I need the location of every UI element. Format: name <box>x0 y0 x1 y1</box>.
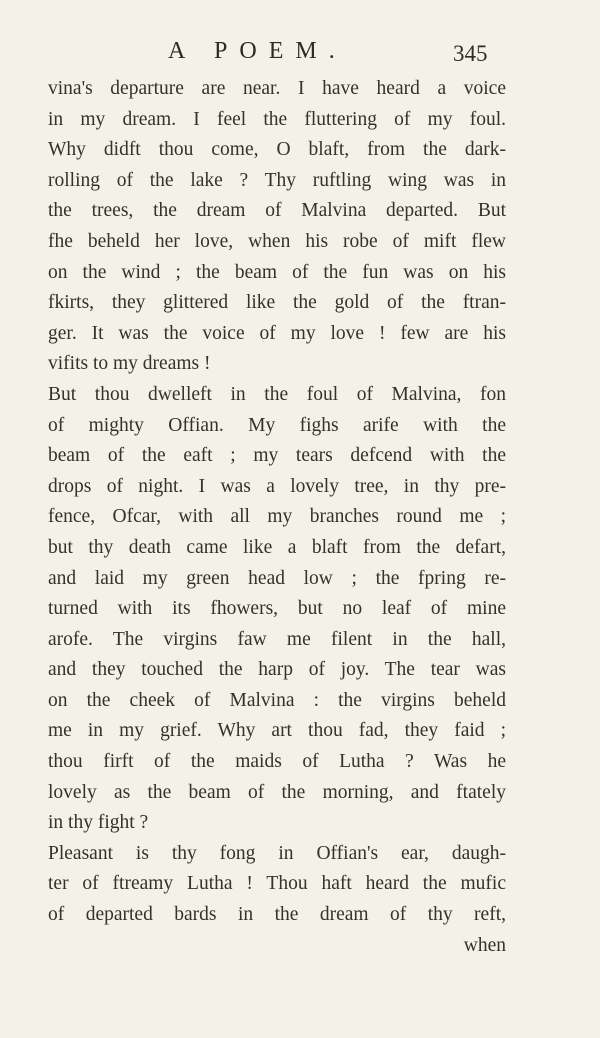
text-line: and they touched the harp of joy. The tear was <box>48 659 506 681</box>
text-line: fkirts, they glittered like the gold of the ftran- <box>48 292 506 314</box>
text-line: on the cheek of Malvina : the virgins beheld <box>48 689 506 711</box>
text-line: Pleasant is thy fong in Offian's ear, daugh- <box>48 842 506 864</box>
text-line: turned with its fhowers, but no leaf of mine <box>48 598 506 620</box>
catchword: when <box>463 934 506 956</box>
text-line: in my dream. I feel the fluttering of my foul. <box>48 108 506 130</box>
text-line: in thy fight ? <box>48 812 149 834</box>
text-line: the trees, the dream of Malvina departed. But <box>48 200 506 222</box>
text-line: rolling of the lake ? Thy ruftling wing was in <box>48 169 506 191</box>
text-line: of departed bards in the dream of thy reft, <box>48 904 506 926</box>
text-line: vifits to my dreams ! <box>48 353 211 375</box>
text-line: But thou dwelleft in the foul of Malvina, fon <box>48 383 506 405</box>
page-number: 345 <box>453 41 488 66</box>
text-line: fhe beheld her love, when his robe of mift flew <box>48 230 506 252</box>
text-line: ger. It was the voice of my love ! few are his <box>48 322 506 344</box>
text-line: ter of ftreamy Lutha ! Thou haft heard the mufic <box>48 873 506 895</box>
text-line: of mighty Offian. My fighs arife with the <box>48 414 506 436</box>
text-line: lovely as the beam of the morning, and ftately <box>48 781 506 803</box>
text-line: thou firft of the maids of Lutha ? Was he <box>48 751 506 773</box>
text-line: drops of night. I was a lovely tree, in thy pre- <box>48 475 506 497</box>
text-line: but thy death came like a blaft from the defart, <box>48 536 506 558</box>
text-line: on the wind ; the beam of the fun was on his <box>48 261 506 283</box>
text-line: vina's departure are near. I have heard a voice <box>48 78 506 99</box>
running-title: A POEM. <box>168 38 347 64</box>
text-line: and laid my green head low ; the fpring re- <box>48 567 506 589</box>
text-line: fence, Ofcar, with all my branches round me ; <box>48 506 506 528</box>
body-text <box>48 74 506 961</box>
text-line: beam of the eaft ; my tears defcend with the <box>48 445 506 467</box>
text-line: arofe. The virgins faw me filent in the hall, <box>48 628 506 650</box>
text-line: Why didft thou come, O blaft, from the dark- <box>48 139 506 161</box>
text-line: me in my grief. Why art thou fad, they faid ; <box>48 720 506 742</box>
